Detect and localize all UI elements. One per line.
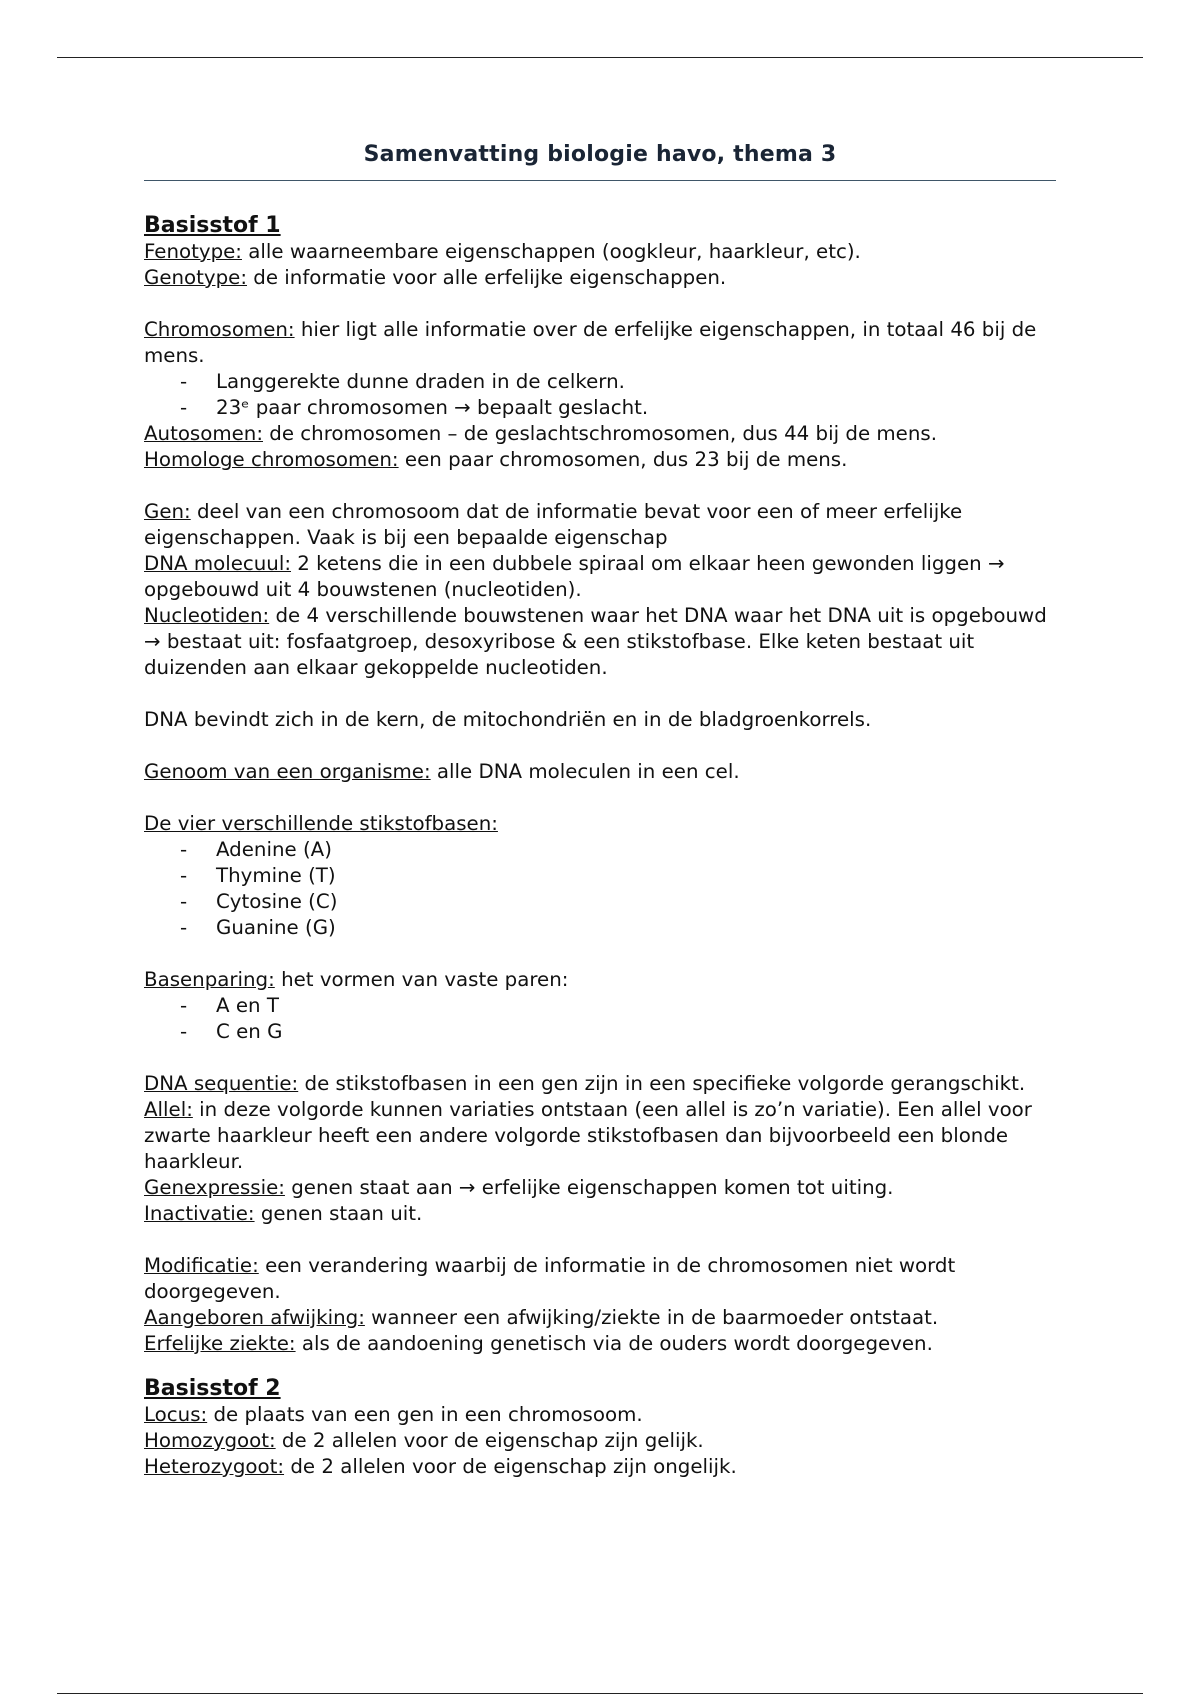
- definition-gen: [144, 499, 1064, 551]
- definition-dna-molecuul: [144, 551, 1064, 603]
- term: Gen:: [144, 500, 191, 523]
- list-item: - Adenine (A): [144, 837, 1064, 863]
- definition-text: de informatie voor alle erfelijke eigenschappen.: [247, 266, 727, 289]
- definition-homozygoot: [144, 1428, 1064, 1454]
- definition-text: alle waarneembare eigenschappen (oogkleur, haarkleur, etc).: [241, 240, 861, 263]
- term: Homozygoot:: [144, 1429, 276, 1452]
- term: DNA molecuul:: [144, 552, 291, 575]
- term: Aangeboren afwijking:: [144, 1306, 365, 1329]
- definition-text: het vormen van vaste paren:: [274, 968, 569, 991]
- definition-text: de 2 allelen voor de eigenschap zijn ongelijk.: [284, 1455, 737, 1478]
- document-body: [144, 213, 1064, 1480]
- term: Chromosomen:: [144, 318, 295, 341]
- page-top-rule: [57, 57, 1143, 58]
- definition-text: 2 ketens die in een dubbele spiraal om elkaar heen gewonden liggen → opgebouwd uit 4 bouwstenen (nucleotiden).: [144, 552, 1005, 601]
- section-heading-basisstof-2: Basisstof 2: [144, 1376, 281, 1401]
- definition-text: deel van een chromosoom dat de informatie bevat voor een of meer erfelijke eigenschappen. Vaak is bij een bepaalde eigenschap: [144, 500, 963, 549]
- definition-genexpressie: [144, 1175, 1064, 1201]
- term: Erfelijke ziekte:: [144, 1332, 296, 1355]
- definition-text: hier ligt alle informatie over de erfelijke eigenschappen, in totaal 46 bij de mens.: [144, 318, 1037, 367]
- term: Modificatie:: [144, 1254, 259, 1277]
- definition-text: genen staat aan → erfelijke eigenschappen komen tot uiting.: [284, 1176, 894, 1199]
- definition-text: de 4 verschillende bouwstenen waar het DNA waar het DNA uit is opgebouwd → bestaat uit: fosfaatgroep, desoxyribose & een stikstofbase. Elke keten bestaat uit duizenden aan elkaar gekoppelde nucleotiden.: [144, 604, 1047, 679]
- stikstofbasen-heading: [144, 811, 1064, 837]
- term: Allel:: [144, 1098, 193, 1121]
- list-item: - C en G: [144, 1019, 1064, 1045]
- term: Homologe chromosomen:: [144, 448, 399, 471]
- definition-heterozygoot: [144, 1454, 1064, 1480]
- definition-text: wanneer een afwijking/ziekte in de baarmoeder ontstaat.: [364, 1306, 939, 1329]
- definition-erfelijke-ziekte: [144, 1331, 1064, 1357]
- definition-text: de 2 allelen voor de eigenschap zijn gelijk.: [275, 1429, 704, 1452]
- definition-autosomen: [144, 421, 1064, 447]
- term: Genotype:: [144, 266, 247, 289]
- definition-nucleotiden: [144, 603, 1064, 681]
- definition-allel: [144, 1097, 1064, 1175]
- definition-text: als de aandoening genetisch via de ouders wordt doorgegeven.: [295, 1332, 933, 1355]
- chromosomen-list: [144, 369, 1064, 421]
- definition-fenotype: [144, 239, 1064, 265]
- page-title: Samenvatting biologie havo, thema 3: [363, 142, 837, 167]
- term: Heterozygoot:: [144, 1455, 285, 1478]
- definition-basenparing: [144, 967, 1064, 993]
- page-bottom-rule: [57, 1693, 1143, 1694]
- definition-text: een verandering waarbij de informatie in de chromosomen niet wordt doorgegeven.: [144, 1254, 956, 1303]
- definition-genotype: [144, 265, 1064, 291]
- definition-genoom: [144, 759, 1064, 785]
- term: Autosomen:: [144, 422, 263, 445]
- definition-text: de chromosomen – de geslachtschromosomen, dus 44 bij de mens.: [262, 422, 937, 445]
- term: Inactivatie:: [144, 1202, 255, 1225]
- definition-dna-sequentie: [144, 1071, 1064, 1097]
- list-item: - 23ᵉ paar chromosomen → bepaalt geslacht.: [144, 395, 1064, 421]
- stikstofbasen-list: [144, 837, 1064, 941]
- definition-text: de plaats van een gen in een chromosoom.: [207, 1403, 643, 1426]
- definition-aangeboren-afwijking: [144, 1305, 1064, 1331]
- definition-text: de stikstofbasen in een gen zijn in een specifieke volgorde gerangschikt.: [298, 1072, 1026, 1095]
- term: Fenotype:: [144, 240, 242, 263]
- term: Genoom van een organisme:: [144, 760, 431, 783]
- list-item: - Thymine (T): [144, 863, 1064, 889]
- title-underline: [144, 180, 1056, 181]
- definition-text: in deze volgorde kunnen variaties ontstaan (een allel is zo’n variatie). Een allel voor zwarte haarkleur heeft een andere volgorde stikstofbasen dan bijvoorbeeld een blonde haarkleur.: [144, 1098, 1032, 1173]
- list-item: - Cytosine (C): [144, 889, 1064, 915]
- term: DNA sequentie:: [144, 1072, 299, 1095]
- list-item: - Guanine (G): [144, 915, 1064, 941]
- list-item: - A en T: [144, 993, 1064, 1019]
- term: De vier verschillende stikstofbasen:: [144, 812, 498, 835]
- definition-text: genen staan uit.: [254, 1202, 423, 1225]
- basenparen-list: [144, 993, 1064, 1045]
- term: Genexpressie:: [144, 1176, 285, 1199]
- term: Nucleotiden:: [144, 604, 270, 627]
- section-heading-basisstof-1: Basisstof 1: [144, 213, 281, 238]
- term: Locus:: [144, 1403, 208, 1426]
- definition-text: een paar chromosomen, dus 23 bij de mens.: [398, 448, 848, 471]
- term: Basenparing:: [144, 968, 275, 991]
- definition-locus: [144, 1402, 1064, 1428]
- dna-location-text: DNA bevindt zich in de kern, de mitochondriën en in de bladgroenkorrels.: [144, 708, 872, 731]
- definition-modificatie: [144, 1253, 1064, 1305]
- list-item: - Langgerekte dunne draden in de celkern.: [144, 369, 1064, 395]
- definition-homologe-chromosomen: [144, 447, 1064, 473]
- definition-chromosomen: [144, 317, 1064, 369]
- definition-text: alle DNA moleculen in een cel.: [430, 760, 740, 783]
- definition-inactivatie: [144, 1201, 1064, 1227]
